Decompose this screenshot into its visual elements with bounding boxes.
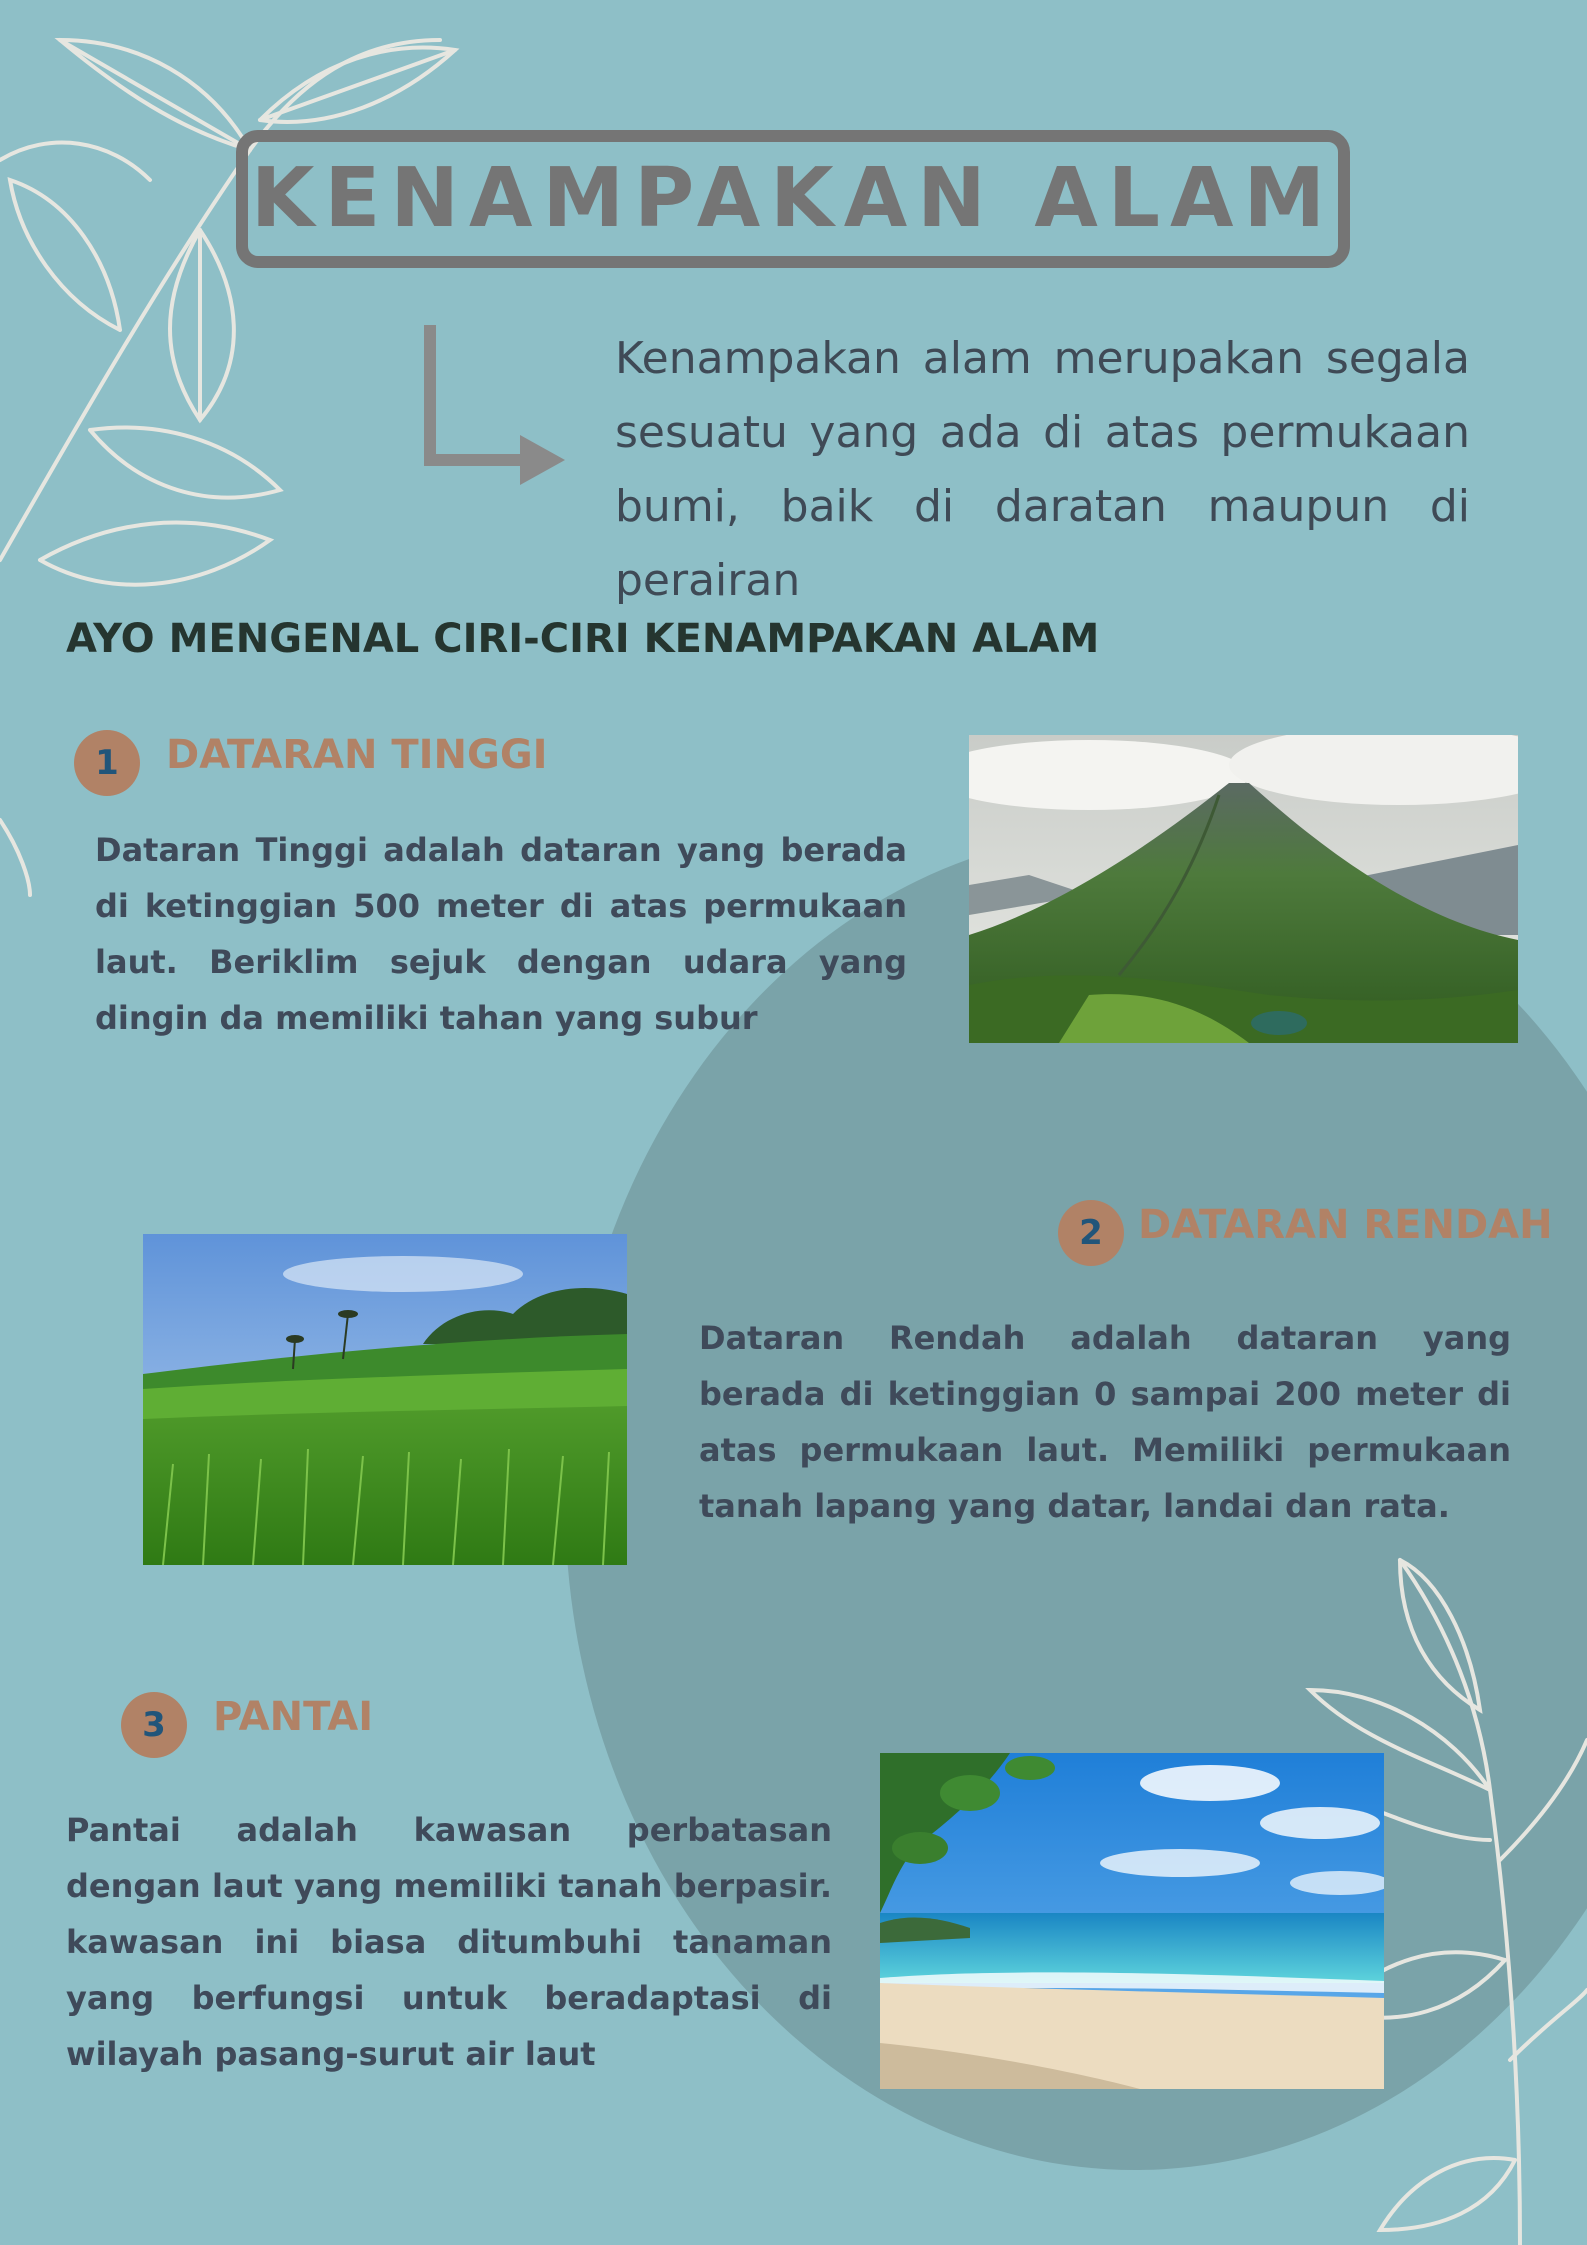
page-title: KENAMPAKAN ALAM <box>250 151 1336 246</box>
title-box <box>236 130 1350 268</box>
mountain-photo <box>969 735 1518 1043</box>
beach-photo <box>880 1753 1384 2089</box>
item-1-line-2: di ketinggian 500 meter di atas permukaan <box>95 887 907 925</box>
section-heading: AYO MENGENAL CIRI-CIRI KENAMPAKAN ALAM <box>66 616 1100 662</box>
item-2-line-2: berada di ketinggian 0 sampai 200 meter di <box>699 1375 1511 1413</box>
item-2-line-3: atas permukaan laut. Memiliki permukaan <box>699 1431 1511 1469</box>
item-description-2 <box>699 1310 1511 1534</box>
item-1-line-4: dingin da memiliki tahan yang subur <box>95 999 758 1037</box>
item-1-line-3: laut. Beriklim sejuk dengan udara yang <box>95 943 907 981</box>
intro-line-1: Kenampakan alam merupakan segala <box>615 333 1470 384</box>
item-title-2: DATARAN RENDAH <box>1138 1202 1553 1248</box>
item-number-badge-3: 3 <box>121 1692 187 1758</box>
arrow-icon <box>420 325 570 485</box>
item-description-1 <box>95 822 907 1046</box>
intro-line-3: bumi, baik di daratan maupun di perairan <box>615 481 1470 606</box>
item-3-line-5: wilayah pasang-surut air laut <box>66 2035 596 2073</box>
intro-line-2: sesuatu yang ada di atas permukaan <box>615 407 1470 458</box>
item-number-badge-2: 2 <box>1058 1200 1124 1266</box>
item-2-line-1: Dataran Rendah adalah dataran yang <box>699 1319 1511 1357</box>
item-description-3 <box>66 1802 832 2082</box>
rice-field-photo <box>143 1234 627 1565</box>
item-3-line-3: kawasan ini biasa ditumbuhi tanaman <box>66 1923 832 1961</box>
item-3-line-1: Pantai adalah kawasan perbatasan <box>66 1811 832 1849</box>
item-number-badge-1: 1 <box>74 730 140 796</box>
item-1-line-1: Dataran Tinggi adalah dataran yang berada <box>95 831 907 869</box>
item-title-3: PANTAI <box>213 1694 374 1740</box>
item-3-line-4: yang berfungsi untuk beradaptasi di <box>66 1979 832 2017</box>
item-title-1: DATARAN TINGGI <box>166 732 548 778</box>
item-3-line-2: dengan laut yang memiliki tanah berpasir. <box>66 1867 832 1905</box>
intro-text <box>615 322 1470 618</box>
item-2-line-4: tanah lapang yang datar, landai dan rata. <box>699 1487 1450 1525</box>
